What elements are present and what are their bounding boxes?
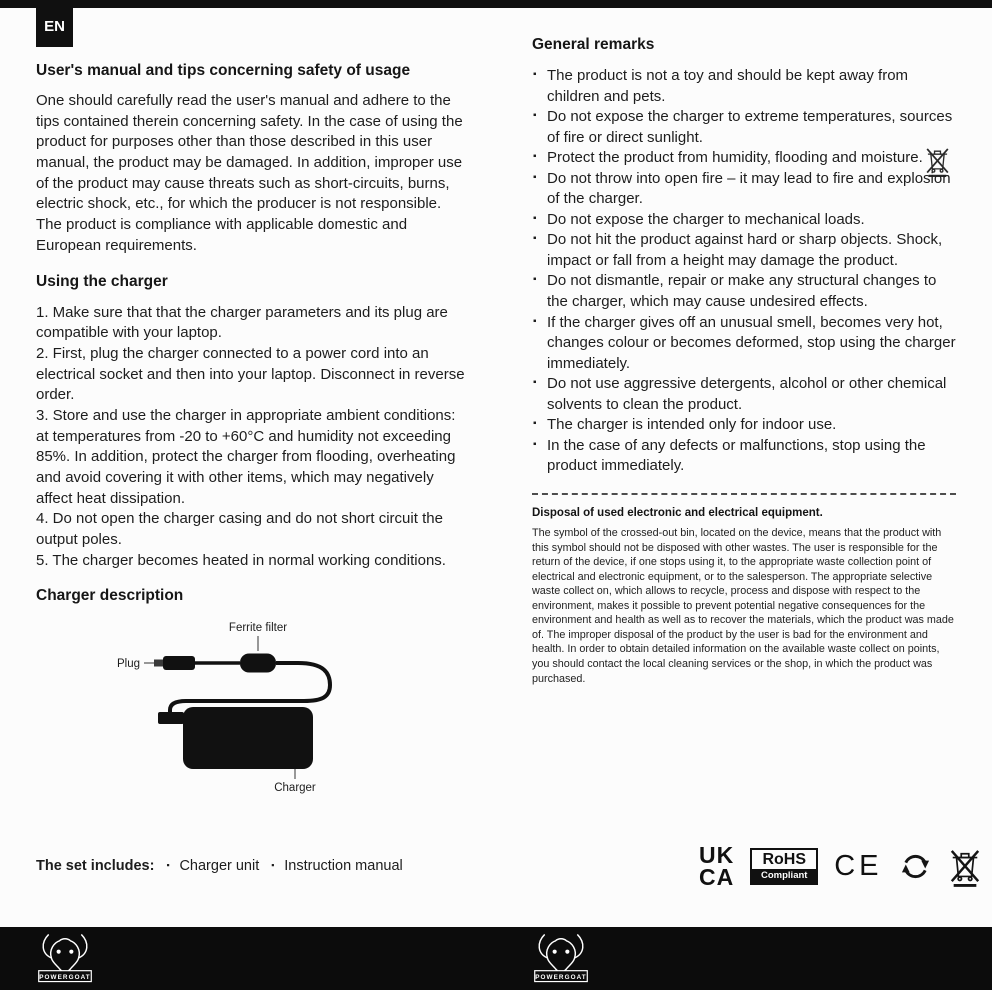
disposal-text: The symbol of the crossed-out bin, located on the device, means that the product with this symbol should not be disposed with other wastes. The user is responsible for the return of the device, if one stops using it, to the appropriate waste collection point of electrical and electronic equipment, or to the salesperson. The appropriate selective waste collect on, which allows to recycle, process and dispose with respect to the environment, makes it possible to prevent potential negative consequences for the environment and health as well as to recover the materials, which the product was made of. The improper disposal of the product by the user is bad for the environment and health. In order to obtain detailed information on the available waste collect on points, you should contact the local cleaning services or the shop, in which the product was purchased. bbox=[532, 526, 954, 685]
charger-description-heading: Charger description bbox=[36, 587, 184, 605]
powergoat-wordmark: POWERGOAT bbox=[39, 973, 91, 981]
remark-item: ▪ Do not dismantle, repair or make any structural changes to the charger, which may cause undesired effects. bbox=[532, 271, 956, 312]
charger-label: Charger bbox=[274, 782, 316, 795]
using-step: 1. Make sure that that the charger parameters and its plug are compatible with your laptop. bbox=[36, 303, 448, 342]
plug-body bbox=[163, 656, 195, 670]
rohs-compliant-label: Compliant bbox=[752, 869, 816, 883]
remark-item: ▪ Do not expose the charger to extreme temperatures, sources of fire or direct sunlight. bbox=[532, 107, 956, 148]
language-badge: EN bbox=[36, 5, 73, 47]
ukca-mark bbox=[699, 842, 735, 890]
dashed-divider bbox=[532, 493, 956, 495]
footer-bar bbox=[0, 927, 992, 990]
powergoat-logo bbox=[36, 931, 94, 990]
using-charger-steps bbox=[36, 303, 469, 572]
ferrite-filter bbox=[240, 654, 276, 673]
dc-connector bbox=[158, 712, 184, 724]
general-remarks-list bbox=[532, 66, 956, 477]
remark-item: ▪ In the case of any defects or malfunctions, stop using the product immediately. bbox=[532, 436, 956, 477]
plug-label: Plug bbox=[116, 658, 140, 671]
ce-mark: CE bbox=[834, 850, 883, 883]
recycle-icon bbox=[899, 850, 932, 883]
disposal-heading: Disposal of used electronic and electrical equipment. bbox=[532, 506, 823, 519]
set-includes-label: The set includes: bbox=[36, 858, 155, 874]
remark-item: ▪ Protect the product from humidity, flooding and moisture. bbox=[532, 148, 956, 169]
ukca-top: UK bbox=[699, 842, 735, 868]
right-column bbox=[532, 36, 956, 686]
general-remarks-heading: General remarks bbox=[532, 36, 655, 53]
ukca-bottom: CA bbox=[699, 863, 735, 890]
remark-item: ▪ If the charger gives off an unusual smell, becomes very hot, changes colour or becomes deformed, stop using the charger immediately. bbox=[532, 313, 956, 375]
rohs-mark bbox=[750, 848, 818, 885]
remark-item: ▪ Do not expose the charger to mechanical loads. bbox=[532, 210, 956, 231]
intro-paragraph: One should carefully read the user's manual and adhere to the tips contained therein concerning safety. In the case of using the product for purposes other than those described in this user manual, the product may be damaged. In addition, improper use of the product may cause threats such as short-circuits, burns, electric shock, etc., for which the producer is not responsible. The product is compliance with applicable domestic and European requirements. bbox=[36, 92, 463, 254]
top-border bbox=[0, 0, 992, 8]
ferrite-filter-label: Ferrite filter bbox=[228, 622, 288, 635]
remark-item: ▪ The product is not a toy and should be kept away from children and pets. bbox=[532, 66, 956, 107]
using-charger-heading: Using the charger bbox=[36, 272, 168, 290]
using-step: 4. Do not open the charger casing and do not short circuit the output poles. bbox=[36, 510, 443, 549]
remark-item: ▪ Do not hit the product against hard or sharp objects. Shock, impact or fall from a height may damage the product. bbox=[532, 230, 956, 271]
remark-item: ▪ Do not throw into open fire – it may lead to fire and explosion of the charger. bbox=[532, 169, 956, 210]
set-item: ▪ Instruction manual bbox=[271, 858, 402, 874]
charger-body bbox=[183, 707, 313, 769]
plug-tip bbox=[154, 660, 163, 667]
set-item: ▪ Charger unit bbox=[166, 858, 259, 874]
left-title: User's manual and tips concerning safety of usage bbox=[36, 62, 411, 79]
charger-diagram bbox=[36, 617, 469, 800]
using-step: 5. The charger becomes heated in normal working conditions. bbox=[36, 551, 446, 569]
set-includes bbox=[36, 858, 403, 874]
using-step: 3. Store and use the charger in appropriate ambient conditions: at temperatures from -20 to +60°C and humidity not exceeding 85%. In addition, protect the charger from flooding, overheating and avoid covering it with other items, which may negatively affect heat dissipation. bbox=[36, 406, 456, 507]
remark-item: ▪ Do not use aggressive detergents, alcohol or other chemical solvents to clean the product. bbox=[532, 374, 956, 415]
powergoat-wordmark: POWERGOAT bbox=[535, 973, 587, 981]
compliance-marks bbox=[699, 842, 982, 890]
powergoat-logo bbox=[532, 931, 590, 990]
left-column bbox=[36, 62, 469, 800]
using-step: 2. First, plug the charger connected to a power cord into an electrical socket and then into your laptop. Disconnect in reverse order. bbox=[36, 344, 465, 404]
rohs-label: RoHS bbox=[762, 851, 807, 869]
weee-bin-icon bbox=[948, 847, 982, 887]
remark-item: ▪ The charger is intended only for indoor use. bbox=[532, 415, 956, 436]
